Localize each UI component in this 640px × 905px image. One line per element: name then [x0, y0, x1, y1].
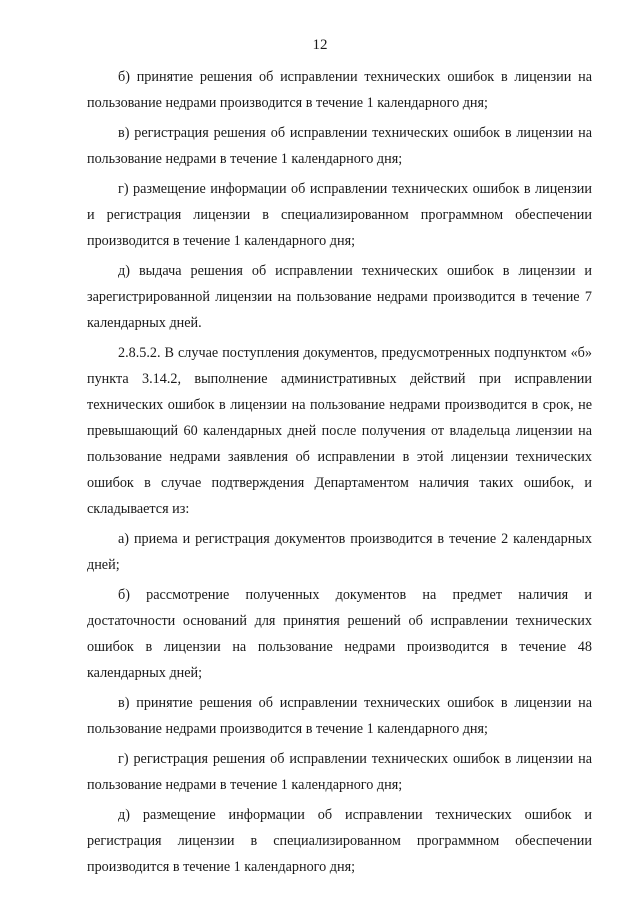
- paragraph: г) регистрация решения об исправлении технических ошибок в лицензии на пользование недрами в течение 1 календарного дня;: [87, 751, 592, 793]
- document-body: [87, 64, 592, 880]
- paragraph: б) рассмотрение полученных документов на предмет наличия и достаточности оснований для принятия решений об исправлении технических ошибок в лицензии на пользование недрами производится в течение 48 календарных дней;: [87, 587, 592, 681]
- paragraph: б) принятие решения об исправлении технических ошибок в лицензии на пользование недрами производится в течение 1 календарного дня;: [87, 69, 592, 111]
- paragraph: а) приема и регистрация документов производится в течение 2 календарных дней;: [87, 531, 592, 573]
- paragraph: 2.8.5.2. В случае поступления документов, предусмотренных подпунктом «б» пункта 3.14.2, выполнение административных действий при исправлении технических ошибок в лицензии на пользование недрами производится в срок, не превышающий 60 календарных дней после получения от владельца лицензии на пользование недрами заявления об исправлении в этой лицензии технических ошибок в случае подтверждения Департаментом наличия таких ошибок, и складывается из:: [87, 345, 592, 517]
- page-number: 12: [312, 37, 328, 53]
- paragraph: в) принятие решения об исправлении технических ошибок в лицензии на пользование недрами производится в течение 1 календарного дня;: [87, 695, 592, 737]
- paragraph: г) размещение информации об исправлении технических ошибок в лицензии и регистрация лицензии в специализированном программном обеспечении производится в течение 1 календарного дня;: [87, 181, 592, 249]
- paragraph: в) регистрация решения об исправлении технических ошибок в лицензии на пользование недрами в течение 1 календарного дня;: [87, 125, 592, 167]
- paragraph: д) размещение информации об исправлении технических ошибок и регистрация лицензии в специализированном программном обеспечении производится в течение 1 календарного дня;: [87, 807, 592, 875]
- paragraph: д) выдача решения об исправлении технических ошибок в лицензии и зарегистрированной лицензии на пользование недрами производится в течение 7 календарных дней.: [87, 263, 592, 331]
